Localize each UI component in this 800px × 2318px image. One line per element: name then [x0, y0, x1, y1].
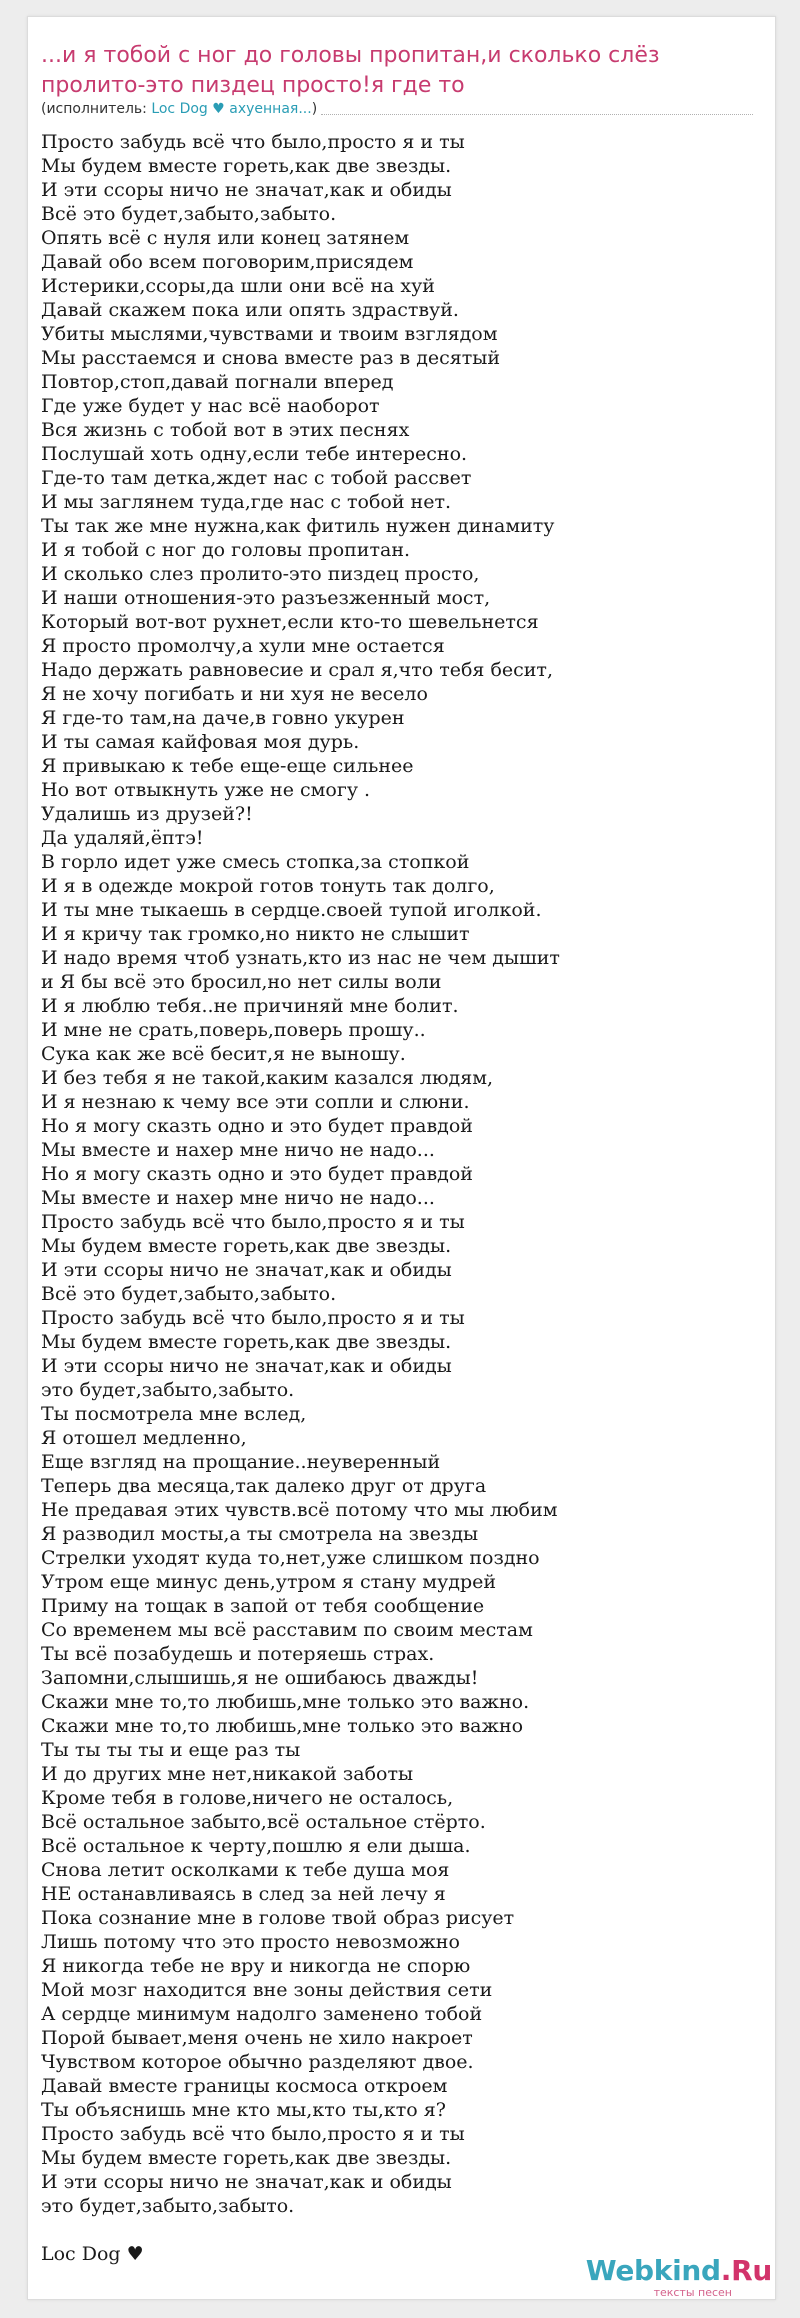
- lyric-line: Скажи мне то,то любишь,мне только это важно.: [41, 1691, 530, 1713]
- lyric-line: Сука как же всё бесит,я не выношу.: [41, 1043, 406, 1065]
- lyric-line: Истерики,ссоры,да шли они всё на хуй: [41, 275, 435, 297]
- lyric-line: Порой бывает,меня очень не хило накроет: [41, 2027, 473, 2049]
- lyric-line: И без тебя я не такой,каким казался людям,: [41, 1067, 494, 1089]
- lyric-line: Где уже будет у нас всё наоборот: [41, 395, 380, 417]
- lyric-line: Но вот отвыкнуть уже не смогу .: [41, 779, 371, 801]
- lyric-line: Да удаляй,ёптэ!: [41, 827, 204, 849]
- lyric-line: И я в одежде мокрой готов тонуть так долго,: [41, 875, 495, 897]
- lyric-line: Давай вместе границы космоса откроем: [41, 2075, 448, 2097]
- lyric-line: И мне не срать,поверь,поверь прошу..: [41, 1019, 426, 1041]
- lyric-line: Где-то там детка,ждет нас с тобой рассвет: [41, 467, 472, 489]
- lyric-line: И надо время чтоб узнать,кто из нас не чем дышит: [41, 947, 560, 969]
- lyric-line: Лишь потому что это просто невозможно: [41, 1931, 460, 1953]
- lyric-line: Я отошел медленно,: [41, 1427, 247, 1449]
- lyric-line: И эти ссоры ничо не значат,как и обиды: [41, 1259, 452, 1281]
- lyric-line: Но я могу сказть одно и это будет правдой: [41, 1115, 473, 1137]
- lyric-line: Мы расстаемся и снова вместе раз в десятый: [41, 347, 501, 369]
- lyric-line: Всё остальное забыто,всё остальное стёрто.: [41, 1811, 486, 1833]
- lyric-line: Давай скажем пока или опять здраствуй.: [41, 299, 459, 321]
- lyric-line: Запомни,слышишь,я не ошибаюсь дважды!: [41, 1667, 479, 1689]
- lyric-line: Скажи мне то,то любишь,мне только это важно: [41, 1715, 524, 1737]
- lyric-line: И я люблю тебя..не причиняй мне болит.: [41, 995, 459, 1017]
- lyric-line: Утром еще минус день,утром я стану мудрей: [41, 1571, 497, 1593]
- lyric-line: В горло идет уже смесь стопка,за стопкой: [41, 851, 470, 873]
- lyric-line: Всё это будет,забыто,забыто.: [41, 203, 337, 225]
- lyric-line: Чувством которое обычно разделяют двое.: [41, 2051, 474, 2073]
- lyric-line: И я незнаю к чему все эти сопли и слюни.: [41, 1091, 470, 1113]
- lyric-line: Я где-то там,на даче,в говно укурен: [41, 707, 405, 729]
- lyric-line: и Я бы всё это бросил,но нет силы воли: [41, 971, 442, 993]
- lyric-line: Вся жизнь с тобой вот в этих песнях: [41, 419, 410, 441]
- lyric-line: Мы будем вместе гореть,как две звезды.: [41, 1235, 452, 1257]
- performer-close-paren: ): [311, 101, 318, 117]
- lyric-line: Я разводил мосты,а ты смотрела на звезды: [41, 1523, 479, 1545]
- lyric-line: Пока сознание мне в голове твой образ рисует: [41, 1907, 515, 1929]
- song-title: ...и я тобой с ног до головы пропитан,и сколько слёз пролито-это пиздец просто!я где то: [41, 43, 660, 98]
- lyric-line: И эти ссоры ничо не значат,как и обиды: [41, 2171, 452, 2193]
- lyric-line: Ты так же мне нужна,как фитиль нужен динамиту: [41, 515, 555, 537]
- lyric-line: Ты ты ты ты и еще раз ты: [41, 1739, 301, 1761]
- lyric-line: Надо держать равновесие и срал я,что тебя бесит,: [41, 659, 553, 681]
- lyric-line: НЕ останавливаясь в след за ней лечу я: [41, 1883, 446, 1905]
- performer-text: [41, 101, 317, 118]
- lyric-line: Мы будем вместе гореть,как две звезды.: [41, 2147, 452, 2169]
- lyric-line: И ты самая кайфовая моя дурь.: [41, 731, 360, 753]
- lyric-line: Со временем мы всё расставим по своим местам: [41, 1619, 533, 1641]
- lyric-line: Повтор,стоп,давай погнали вперед: [41, 371, 394, 393]
- performer-label: (исполнитель:: [41, 101, 152, 117]
- lyric-line: Давай обо всем поговорим,присядем: [41, 251, 414, 273]
- lyric-line: Снова летит осколками к тебе душа моя: [41, 1859, 450, 1881]
- lyric-line: Удалишь из друзей?!: [41, 803, 253, 825]
- lyric-line: Который вот-вот рухнет,если кто-то шевельнется: [41, 611, 539, 633]
- lyric-line: это будет,забыто,забыто.: [41, 2195, 295, 2217]
- lyric-line: Ты посмотрела мне вслед,: [41, 1403, 307, 1425]
- lyrics-body: [41, 130, 753, 2266]
- lyric-line: А сердце минимум надолго заменено тобой: [41, 2003, 483, 2025]
- lyric-line: это будет,забыто,забыто.: [41, 1379, 295, 1401]
- lyric-line: Я не хочу погибать и ни хуя не весело: [41, 683, 428, 705]
- lyric-line: И эти ссоры ничо не значат,как и обиды: [41, 1355, 452, 1377]
- lyric-line: Я просто промолчу,а хули мне остается: [41, 635, 445, 657]
- lyric-line: Кроме тебя в голове,ничего не осталось,: [41, 1787, 454, 1809]
- lyric-line: Просто забудь всё что было,просто я и ты: [41, 131, 465, 153]
- lyric-line: Опять всё с нуля или конец затянем: [41, 227, 410, 249]
- lyric-line: Мой мозг находится вне зоны действия сети: [41, 1979, 493, 2001]
- lyric-line: Не предавая этих чувств.всё потому что мы любим: [41, 1499, 558, 1521]
- lyric-line: Просто забудь всё что было,просто я и ты: [41, 1211, 465, 1233]
- lyric-line: Еще взгляд на прощание..неуверенный: [41, 1451, 441, 1473]
- lyric-line: Но я могу сказть одно и это будет правдой: [41, 1163, 473, 1185]
- lyric-line: Мы будем вместе гореть,как две звезды.: [41, 1331, 452, 1353]
- performer-line: [41, 101, 753, 118]
- lyric-line: И наши отношения-это разъезженный мост,: [41, 587, 491, 609]
- lyric-line: Ты объяснишь мне кто мы,кто ты,кто я?: [41, 2099, 446, 2121]
- lyrics-card: [27, 16, 776, 2300]
- lyric-line: Ты всё позабудешь и потеряешь страх.: [41, 1643, 435, 1665]
- lyric-line: Мы вместе и нахер мне ничо не надо...: [41, 1187, 435, 1209]
- lyric-line: И до других мне нет,никакой заботы: [41, 1763, 414, 1785]
- lyrics-signature: Loc Dog ♥: [41, 2243, 144, 2265]
- lyric-line: И мы заглянем туда,где нас с тобой нет.: [41, 491, 452, 513]
- lyric-line: И ты мне тыкаешь в сердце.своей тупой иголкой.: [41, 899, 542, 921]
- lyric-line: Просто забудь всё что было,просто я и ты: [41, 1307, 465, 1329]
- lyric-line: И я тобой с ног до головы пропитан.: [41, 539, 411, 561]
- lyric-line: Стрелки уходят куда то,нет,уже слишком поздно: [41, 1547, 540, 1569]
- lyric-line: Приму на тощак в запой от тебя сообщение: [41, 1595, 485, 1617]
- lyric-line: Мы будем вместе гореть,как две звезды.: [41, 155, 452, 177]
- lyric-line: И я кричу так громко,но никто не слышит: [41, 923, 470, 945]
- performer-link[interactable]: Loc Dog ♥ ахуенная...: [151, 101, 312, 117]
- lyric-line: Мы вместе и нахер мне ничо не надо...: [41, 1139, 435, 1161]
- lyric-line: Всё это будет,забыто,забыто.: [41, 1283, 337, 1305]
- lyric-line: И сколько слез пролито-это пиздец просто,: [41, 563, 480, 585]
- lyric-line: Просто забудь всё что было,просто я и ты: [41, 2123, 465, 2145]
- lyric-line: Я никогда тебе не вру и никогда не спорю: [41, 1955, 471, 1977]
- logo-tagline: тексты песен: [653, 2286, 732, 2299]
- lyric-line: Послушай хоть одну,если тебе интересно.: [41, 443, 468, 465]
- lyric-line: Всё остальное к черту,пошлю я ели дыша.: [41, 1835, 471, 1857]
- logo-brand: Webkind: [585, 2254, 721, 2287]
- lyric-line: Теперь два месяца,так далеко друг от друга: [41, 1475, 487, 1497]
- lyric-line: Убиты мыслями,чувствами и твоим взглядом: [41, 323, 498, 345]
- lyric-line: И эти ссоры ничо не значат,как и обиды: [41, 179, 452, 201]
- logo-domain: .Ru: [720, 2254, 772, 2287]
- subtitle-dotted-divider: [321, 113, 753, 115]
- webkind-logo: [586, 2256, 772, 2286]
- lyric-line: Я привыкаю к тебе еще-еще сильнее: [41, 755, 414, 777]
